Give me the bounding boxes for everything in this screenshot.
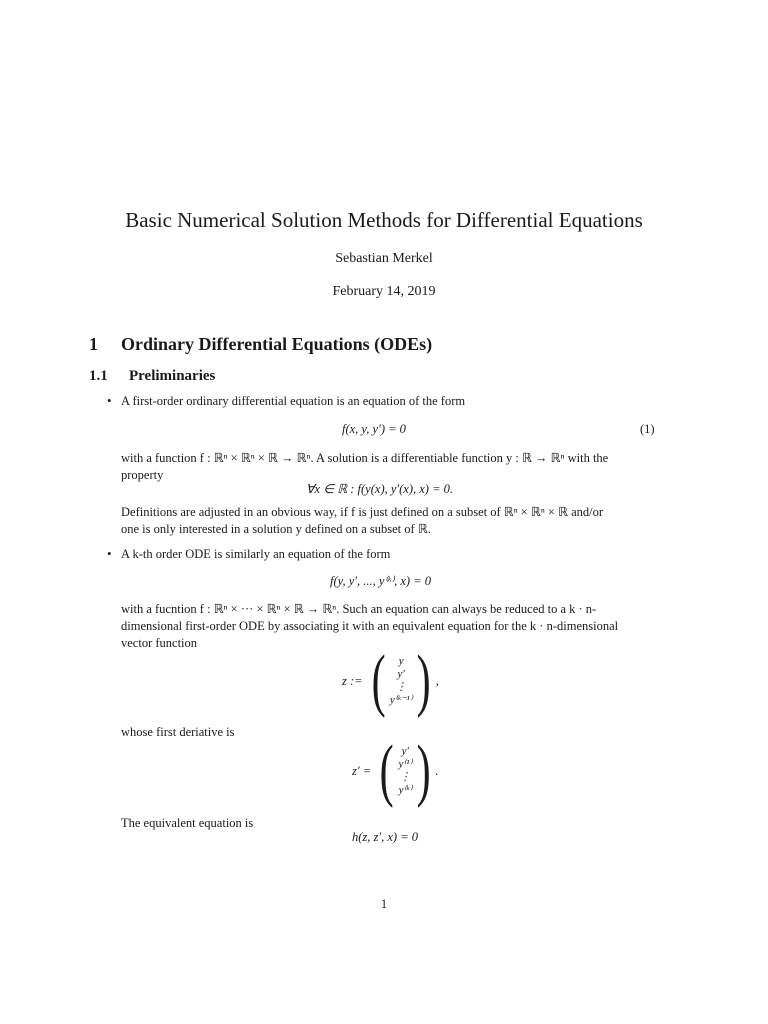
bullet-icon: • bbox=[107, 546, 112, 561]
z-entry: y′ bbox=[397, 668, 405, 680]
document-title: Basic Numerical Solution Methods for Differential Equations bbox=[125, 208, 643, 232]
z-entries bbox=[390, 655, 412, 707]
zp-lhs: z′ = bbox=[352, 763, 372, 778]
bullet1-para2-line1: Definitions are adjusted in an obvious way, if f is just defined on a subset of ℝⁿ × ℝⁿ × ℝ and/or bbox=[121, 505, 604, 519]
bullet2-line2: dimensional first-order ODE by associating it with an equivalent equation for the k · n-dimensional bbox=[121, 619, 619, 633]
zp-entry: ⋮ bbox=[399, 771, 411, 783]
left-paren: ( bbox=[371, 642, 386, 719]
z-tail: , bbox=[435, 673, 439, 688]
zp-entries bbox=[398, 745, 412, 797]
z-entry: y bbox=[398, 655, 404, 667]
bullet1-line1: with a function f : ℝⁿ × ℝⁿ × ℝ → ℝⁿ. A solution is a differentiable function y : ℝ → ℝⁿ with the bbox=[121, 451, 609, 465]
z-prime-vector bbox=[352, 732, 439, 809]
zp-entry: y⁽ᵏ⁾ bbox=[398, 784, 412, 796]
z-entry: y⁽ᵏ⁻¹⁾ bbox=[389, 694, 413, 706]
author-name: Sebastian Merkel bbox=[335, 251, 433, 266]
right-paren: ) bbox=[417, 642, 432, 719]
equation-property: ∀x ∈ ℝ : f(y(x), y′(x), x) = 0. bbox=[306, 482, 454, 496]
left-paren: ( bbox=[379, 732, 394, 809]
z-vector bbox=[342, 642, 439, 719]
page-number: 1 bbox=[380, 897, 388, 911]
zp-entry: y⁽¹⁾ bbox=[398, 758, 413, 770]
equation-1: f(x, y, y′) = 0 bbox=[342, 422, 406, 436]
bullet-icon: • bbox=[107, 393, 112, 408]
section-number: 1 bbox=[89, 334, 98, 354]
bullet2-line3: vector function bbox=[121, 636, 198, 650]
right-paren: ) bbox=[416, 732, 431, 809]
equation-kth-order: f(y, y′, ..., y⁽ᵏ⁾, x) = 0 bbox=[330, 574, 432, 588]
subsection-number: 1.1 bbox=[89, 368, 108, 384]
equiv-equation: h(z, z′, x) = 0 bbox=[352, 830, 419, 844]
section-heading bbox=[0, 334, 768, 358]
zp-entry: y′ bbox=[401, 745, 409, 757]
bullet2-line1: with a fucntion f : ℝⁿ × ··· × ℝⁿ × ℝ → ℝⁿ. Such an equation can always be reduced to a k · n- bbox=[121, 602, 597, 616]
bullet1-para2-line2: one is only interested in a solution y defined on a subset of ℝ. bbox=[121, 522, 431, 536]
deriv-label: whose first deriative is bbox=[121, 725, 235, 739]
equation-number: (1) bbox=[640, 422, 655, 436]
zp-tail: . bbox=[435, 763, 439, 778]
bullet1-intro: A first-order ordinary differential equation is an equation of the form bbox=[121, 394, 466, 408]
bullet1-line2: property bbox=[121, 468, 164, 482]
equiv-label: The equivalent equation is bbox=[121, 816, 254, 830]
subsection-title: Preliminaries bbox=[129, 368, 216, 384]
subsection-heading bbox=[0, 368, 768, 388]
section-title: Ordinary Differential Equations (ODEs) bbox=[121, 334, 433, 354]
z-lhs: z := bbox=[342, 673, 363, 688]
bullet2-intro: A k-th order ODE is similarly an equation of the form bbox=[121, 547, 391, 561]
z-entry: ⋮ bbox=[395, 681, 407, 693]
document-date: February 14, 2019 bbox=[332, 284, 436, 299]
